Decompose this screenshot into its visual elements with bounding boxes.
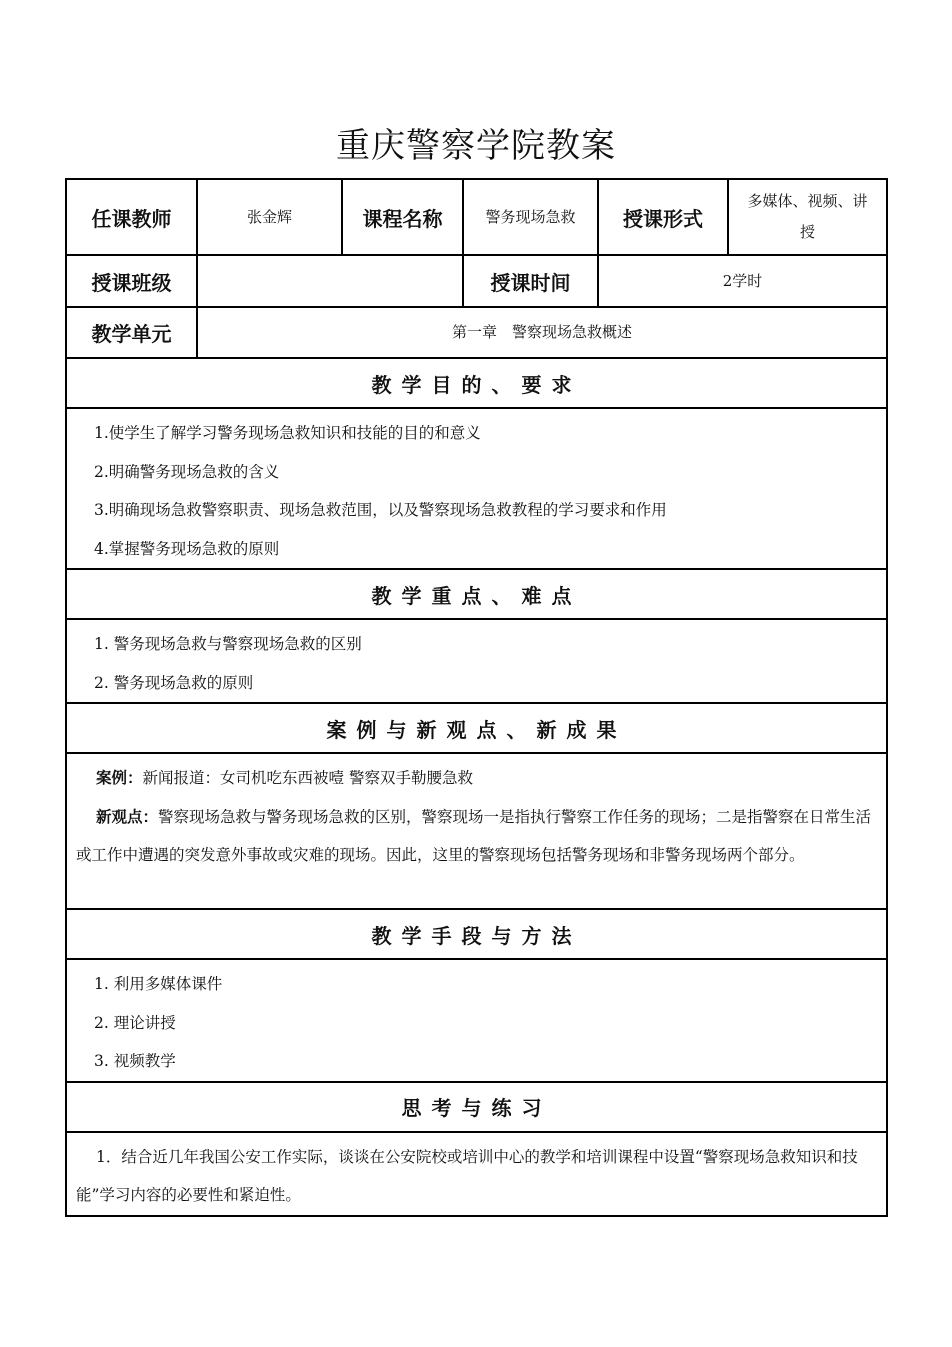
- cases-header-row: [66, 703, 887, 753]
- form-value: 多媒体、视频、讲授: [728, 179, 887, 255]
- cases-title: 案例与新观点、新成果: [66, 703, 887, 753]
- time-label: 授课时间: [463, 255, 598, 307]
- method-item: 1. 利用多媒体课件: [94, 975, 223, 993]
- methods-header-row: [66, 909, 887, 959]
- header-row-3: [66, 307, 887, 358]
- objective-item: 4.掌握警务现场急救的原则: [94, 539, 280, 558]
- time-value: 2学时: [598, 255, 887, 307]
- exercises-title: 思考与练习: [66, 1082, 887, 1132]
- teacher-label: 任课教师: [66, 179, 197, 255]
- course-label: 课程名称: [342, 179, 463, 255]
- methods-body-row: [66, 959, 887, 1082]
- keypoint-item: 1. 警务现场急救与警察现场急救的区别: [94, 635, 362, 653]
- keypoints-title: 教学重点、难点: [66, 569, 887, 619]
- keypoints-body: [66, 619, 887, 703]
- view-label: 新观点：: [96, 807, 159, 826]
- course-value: 警务现场急救: [463, 179, 598, 255]
- methods-body: [66, 959, 887, 1082]
- exercises-body: [66, 1132, 887, 1216]
- view-text: 警察现场急救与警务现场急救的区别，警察现场一是指执行警察工作任务的现场；二是指警察在日常生活或工作中遭遇的突发意外事故或灾难的现场。因此，这里的警察现场包括警务现场和非警务现场两个部分。: [76, 807, 872, 864]
- keypoint-item: 2. 警务现场急救的原则: [94, 673, 254, 692]
- objectives-body: [66, 408, 887, 569]
- form-label: 授课形式: [598, 179, 728, 255]
- objectives-title: 教学目的、要求: [66, 358, 887, 408]
- exercise-text: 1．结合近几年我国公安工作实际，谈谈在公安院校或培训中心的教学和培训课程中设置“警察现场急救知识和技能”学习内容的必要性和紧迫性。: [76, 1147, 858, 1204]
- objectives-header-row: [66, 358, 887, 408]
- method-item: 3. 视频教学: [94, 1052, 176, 1070]
- cases-body-row: [66, 753, 887, 909]
- header-row-1: [66, 179, 887, 255]
- view-paragraph: [76, 798, 880, 875]
- case-text: 新闻报道：女司机吃东西被噎 警察双手勒腰急救: [142, 769, 473, 787]
- class-value: [197, 255, 463, 307]
- method-item: 2. 理论讲授: [94, 1013, 176, 1032]
- page-title: 重庆警察学院教案: [336, 126, 616, 166]
- class-label: 授课班级: [66, 255, 197, 307]
- case-label: 案例：: [96, 769, 143, 787]
- teacher-value: 张金辉: [197, 179, 342, 255]
- header-row-2: [66, 255, 887, 307]
- keypoints-header-row: [66, 569, 887, 619]
- cases-body: [66, 753, 887, 909]
- objectives-body-row: [66, 408, 887, 569]
- objective-item: 1.使学生了解学习警务现场急救知识和技能的目的和意义: [94, 424, 481, 442]
- unit-label: 教学单元: [66, 307, 197, 358]
- exercises-header-row: [66, 1082, 887, 1132]
- objective-item: 3.明确现场急救警察职责、现场急救范围，以及警察现场急救教程的学习要求和作用: [94, 501, 667, 519]
- lesson-plan-table: [65, 178, 888, 1217]
- methods-title: 教学手段与方法: [66, 909, 887, 959]
- exercises-body-row: [66, 1132, 887, 1216]
- keypoints-body-row: [66, 619, 887, 703]
- objective-item: 2.明确警务现场急救的含义: [94, 462, 280, 481]
- case-paragraph: [76, 759, 880, 798]
- unit-value: 第一章 警察现场急救概述: [197, 307, 887, 358]
